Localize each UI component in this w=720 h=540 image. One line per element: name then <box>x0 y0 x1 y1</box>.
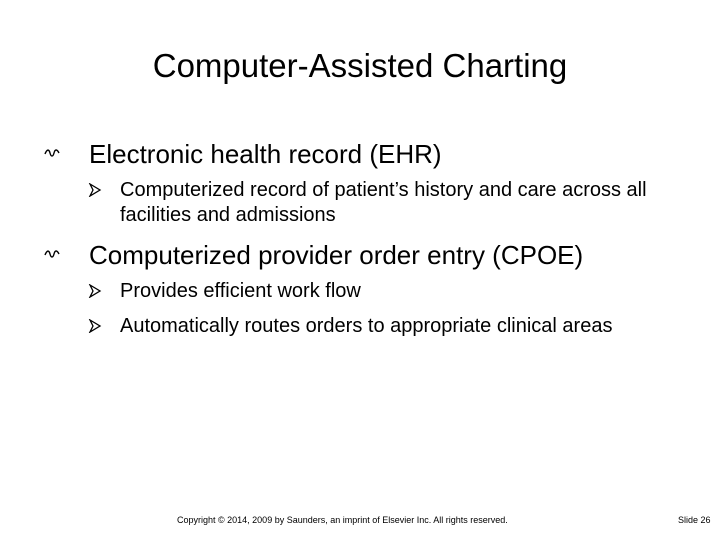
sub-bullet-text: Automatically routes orders to appropriate clinical areas <box>120 315 613 337</box>
sub-bullet-text: Computerized record of patient’s history and care across all facilities and admissions <box>120 179 647 226</box>
bullet-text: Computerized provider order entry (CPOE) <box>89 240 584 270</box>
wave-bullet-icon <box>44 148 60 158</box>
sub-bullet-text: Provides efficient work flow <box>120 280 361 302</box>
slide-title: Computer-Assisted Charting <box>152 47 568 84</box>
arrowhead-bullet-icon <box>88 319 102 333</box>
slide-number: Slide 26 <box>678 515 711 525</box>
arrowhead-bullet-icon <box>88 183 102 197</box>
arrowhead-bullet-icon <box>88 284 102 298</box>
copyright-notice: Copyright © 2014, 2009 by Saunders, an imprint of Elsevier Inc. All rights reserved. <box>177 515 508 525</box>
wave-bullet-icon <box>44 249 60 259</box>
bullet-text: Electronic health record (EHR) <box>89 139 442 169</box>
